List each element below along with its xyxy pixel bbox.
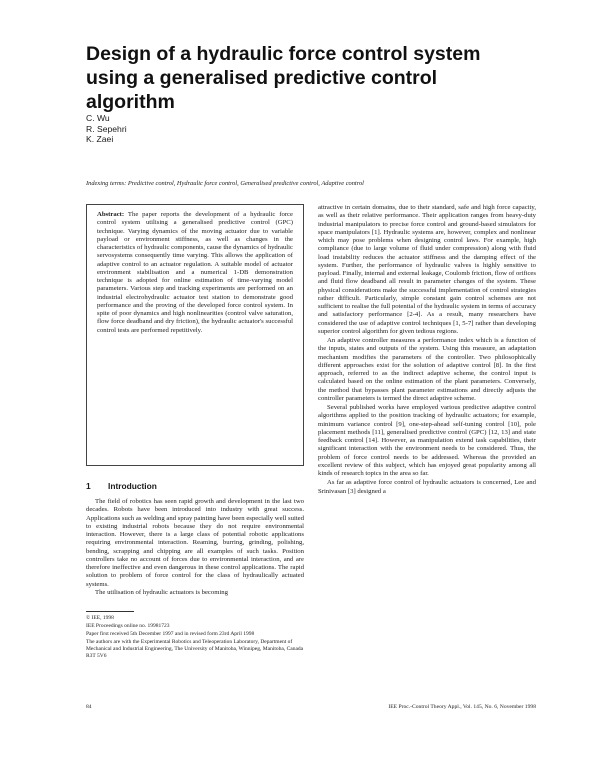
body-paragraph: The utilisation of hydraulic actuators is becoming	[95, 588, 228, 596]
section-number: 1	[86, 481, 91, 491]
copyright-note: © IEE, 1998	[86, 615, 114, 621]
body-paragraph: attractive in certain domains, due to their standard, safe and high force capacity, as well as their relative performance. Their application ranges from heavy-duty industrial manipulators to precise force control and ground-based simulators for space manipulators [1]. Hydraulic systems are, however, complex and nonlinear which may pose problems when designing control laws. For example, high compliance (due to large volume of fluid under compression) along with fluid load instability reduces the actuator stiffness and the damping effect of the system. Further, the performance of hydraulic valves is highly sensitive to payload. Finally, internal and external leakage, Coulomb friction, flow of orifices and fluid flow deadband all result in parameter changes of the system. These physical considerations make the successful implementation of control strategies rather difficult. Particularly, simple constant gain control schemes are not sufficient to realise the full potential of the hydraulic system in terms of accuracy and satisfactory performance [2-4]. As a result, many researchers have considered the use of adaptive control techniques [1, 5-7] rather than developing superior control algorithm for given tedious regions.	[318, 204, 536, 335]
footnotes	[86, 615, 304, 661]
body-right-column	[318, 204, 536, 606]
abstract-text: The paper reports the development of a hydraulic force control system utilising a generalised predictive control (GPC) technique. Varying dynamics of the moving actuator due to variable payload or environment stiffness, as well as changes in the characteristics of hydraulic components, cause the dynamics of hydraulic servosystems consequently time varying. This allows the application of adaptive control to an actuator regulation. A suitable model of actuator environment stabilisation and a numerical 1-DB demonstration technique is adopted for online estimation of time-varying model parameters. Various step and tracking experiments are performed on an industrial electrohydraulic actuator test station to demonstrate good performance and the proving of the developed force control system. In spite of poor dynamics and high nonlinearities (control valve saturation, flow force deadband and dry friction), the hydraulic actuator's successful control tests are performed repetitively.	[97, 211, 293, 334]
author-name: K. Zaei	[86, 134, 114, 145]
section-heading	[86, 481, 157, 491]
body-paragraph: Several published works have employed various predictive adaptive control algorithms applied to the position tracking of hydraulic actuators; for example, minimum variance control [9], one-step-ahead self-tuning control [10], pole placement methods [11], generalised predictive control (GPC) [12, 13] and state feedback control [14]. However, as manipulation extend task capabilities, their significant interaction with the environment needs to be considered. Thus, the problem of force control needs to be addressed. Whereas the provided an excellent review of this subject, which has enjoyed great popularity among all kinds of research topics in the area so far.	[318, 404, 536, 477]
abstract-box	[86, 204, 304, 466]
body-paragraph: As far as adaptive force control of hydraulic actuators is concerned, Lee and Srinivasan [3] designed a	[318, 479, 536, 495]
body-paragraph: The field of robotics has seen rapid growth and development in the last two decades. Robots have been introduced into industry with great success. Applications such as welding and spray painting have been especially well suited to existing industrial robots because they do not require environmental interaction. However, there is a large class of potential robotic applications requiring environmental interaction. Reaming, burring, grinding, polishing, bending, scrapping and chipping are all examples of such tasks. Position controllers take no account of forces due to environmental interaction, and are therefore ineffective and even dangerous in these control applications. The rapid solution to problem of force control for the class of hydraulically actuated systems.	[86, 498, 304, 588]
paper-title: Design of a hydraulic force control system using a generalised predictive control algorithm	[86, 43, 481, 113]
online-number-note: IEE Proceedings online no. 19981723	[86, 623, 170, 629]
index-terms: Indexing terms: Predictive control, Hydraulic force control, Generalised predictive control, Adaptive control	[86, 180, 364, 187]
section-title: Introduction	[108, 481, 157, 491]
author-list	[86, 113, 127, 145]
abstract-label: Abstract:	[97, 211, 125, 218]
author-name: C. Wu	[86, 113, 110, 123]
affiliation-note: The authors are with the Experimental Robotics and Teleoperation Laboratory, Department of Mechanical and Industrial Engineering, The University of Manitoba, Winnipeg, Manitoba, Canada R3T 5V6	[86, 639, 304, 659]
intro-body-left	[86, 498, 304, 606]
received-note: Paper first received 5th December 1997 and in revised form 23rd April 1998	[86, 631, 255, 637]
footnote-rule	[86, 611, 134, 612]
body-paragraph: An adaptive controller measures a performance index which is a function of the inputs, states and outputs of the system. Using this measure, an adaptation mechanism modifies the parameters of the controller. Two philosophically different approaches exist for the solution of adaptive control [8]. In the first approach, referred to as the indirect adaptive scheme, the control input is calculated based on the online estimation of the plant parameters. Conversely, the method that bypasses plant parameter estimations and directly adjusts the controller parameters is termed the direct adaptive scheme.	[318, 337, 536, 402]
page-number: 84	[86, 704, 92, 710]
page-footer	[86, 702, 536, 712]
author-name: R. Sepehri	[86, 123, 127, 134]
journal-citation: IEE Proc.-Control Theory Appl., Vol. 145, No. 6, November 1998	[388, 704, 536, 710]
